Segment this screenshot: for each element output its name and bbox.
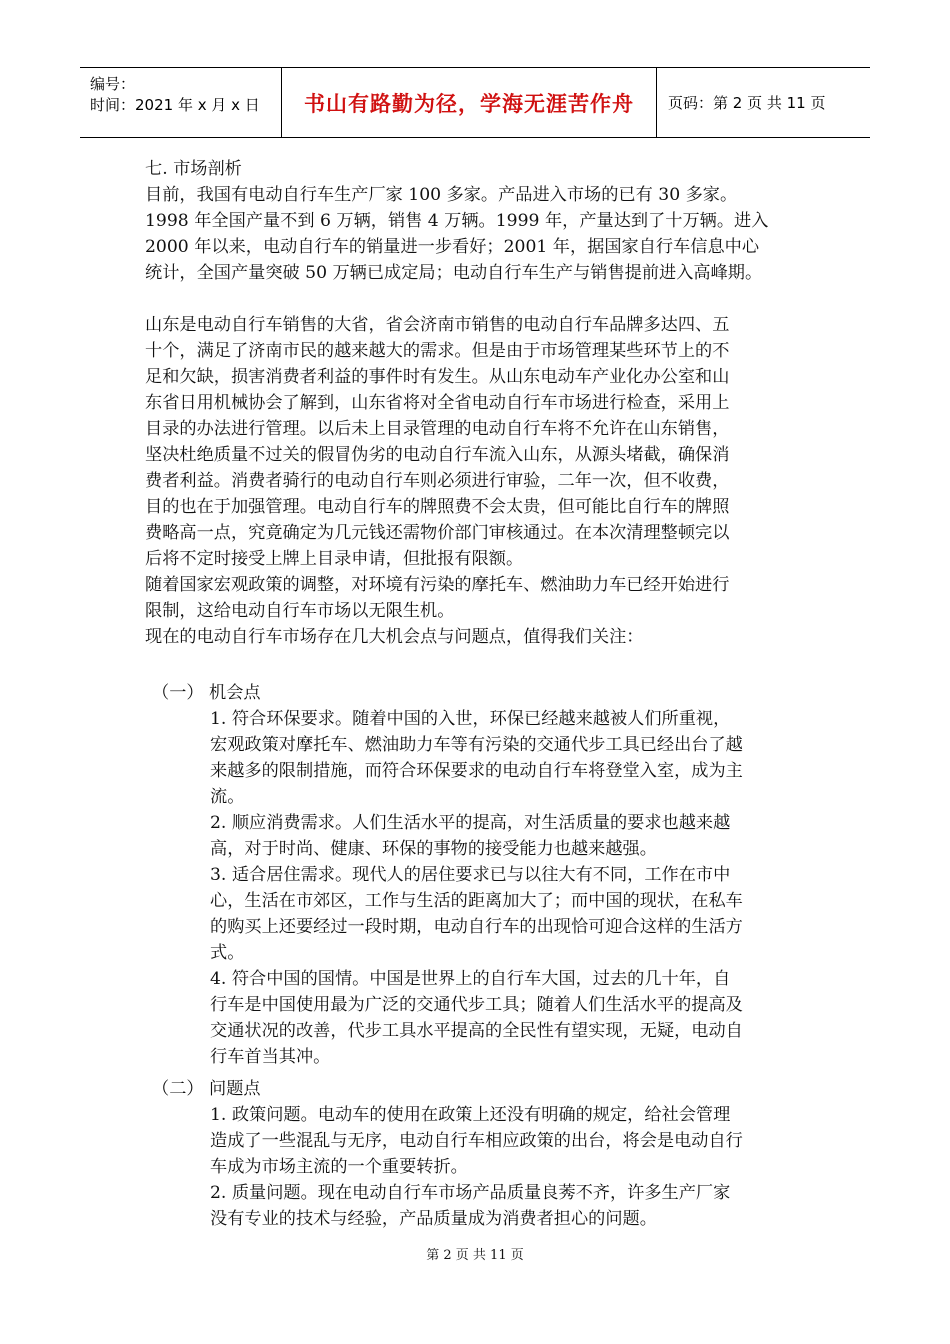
text-line: 交通状况的改善，代步工具水平提高的全民性有望实现，无疑，电动自 (210, 1021, 743, 1041)
text-line: 目前，我国有电动自行车生产厂家 100 多家。产品进入市场的已有 30 多家。 (145, 185, 738, 205)
text-line: 十个，满足了济南市民的越来越大的需求。但是由于市场管理某些环节上的不 (145, 341, 730, 361)
text-line: 费者利益。消费者骑行的电动自行车则必须进行审验，二年一次，但不收费， (145, 471, 730, 491)
text-line: 心，生活在市郊区，工作与生活的距离加大了；而中国的现状，在私车 (210, 891, 743, 911)
text-line: 2. 顺应消费需求。人们生活水平的提高，对生活质量的要求也越来越 (210, 813, 731, 833)
text-line: 造成了一些混乱与无序，电动自行车相应政策的出台，将会是电动自行 (210, 1131, 743, 1151)
document-number-label: 编号： (90, 75, 136, 93)
text-line: 来越多的限制措施，而符合环保要求的电动自行车将登堂入室，成为主 (210, 761, 743, 781)
text-line: 1. 政策问题。电动车的使用在政策上还没有明确的规定，给社会管理 (210, 1105, 731, 1125)
text-line: 宏观政策对摩托车、燃油助力车等有污染的交通代步工具已经出台了越 (210, 735, 743, 755)
text-line: 后将不定时接受上牌上目录申请，但批报有限额。 (145, 549, 524, 569)
text-line: 目的也在于加强管理。电动自行车的牌照费不会太贵，但可能比自行车的牌照 (145, 497, 730, 517)
text-line: 2000 年以来，电动自行车的销量进一步看好；2001 年，据国家自行车信息中心 (145, 237, 760, 257)
text-line: 没有专业的技术与经验，产品质量成为消费者担心的问题。 (210, 1209, 657, 1229)
problems-list (210, 1102, 743, 1232)
text-line: 东省日用机械协会了解到，山东省将对全省电动自行车市场进行检查，采用上 (145, 393, 730, 413)
opportunities-heading: （一） 机会点 (152, 683, 261, 703)
text-line: 统计，全国产量突破 50 万辆已成定局；电动自行车生产与销售提前进入高峰期。 (145, 263, 763, 283)
paragraph-shandong-market (145, 312, 729, 650)
text-line: 限制，这给电动自行车市场以无限生机。 (145, 601, 455, 621)
text-line: 随着国家宏观政策的调整，对环境有污染的摩托车、燃油助力车已经开始进行 (145, 575, 730, 595)
paragraph-market-overview (145, 182, 768, 286)
problems-heading: （二） 问题点 (152, 1079, 261, 1099)
text-line: 2. 质量问题。现在电动自行车市场产品质量良莠不齐，许多生产厂家 (210, 1183, 731, 1203)
text-line: 山东是电动自行车销售的大省，省会济南市销售的电动自行车品牌多达四、五 (145, 315, 730, 335)
text-line: 现在的电动自行车市场存在几大机会点与问题点，值得我们关注： (145, 627, 644, 647)
text-line: 车成为市场主流的一个重要转折。 (210, 1157, 468, 1177)
page-header (80, 67, 870, 138)
header-left-cell (90, 74, 260, 116)
text-line: 流。 (210, 787, 245, 807)
text-line: 的购买上还要经过一段时期，电动自行车的出现恰可迎合这样的生活方 (210, 917, 743, 937)
text-line: 1. 符合环保要求。随着中国的入世，环保已经越来越被人们所重视， (210, 709, 731, 729)
text-line: 足和欠缺，损害消费者利益的事件时有发生。从山东电动车产业化办公室和山 (145, 367, 730, 387)
text-line: 高，对于时尚、健康、环保的事物的接受能力也越来越强。 (210, 839, 657, 859)
text-line: 3. 适合居住需求。现代人的居住要求已与以往大有不同，工作在市中 (210, 865, 731, 885)
text-line: 坚决杜绝质量不过关的假冒伪劣的电动自行车流入山东，从源头堵截，确保消 (145, 445, 730, 465)
header-page-info: 页码：第 2 页 共 11 页 (668, 94, 826, 112)
header-motto: 书山有路勤为径，学海无涯苦作舟 (304, 91, 634, 116)
opportunities-list (210, 706, 743, 1070)
text-line: 式。 (210, 943, 245, 963)
text-line: 费略高一点，究竟确定为几元钱还需物价部门审核通过。在本次清理整顿完以 (145, 523, 730, 543)
text-line: 行车首当其冲。 (210, 1047, 331, 1067)
section-title: 七. 市场剖析 (145, 159, 242, 179)
document-date-label: 时间：2021 年 x 月 x 日 (90, 96, 260, 114)
text-line: 目录的办法进行管理。以后未上目录管理的电动自行车将不允许在山东销售， (145, 419, 730, 439)
text-line: 行车是中国使用最为广泛的交通代步工具；随着人们生活水平的提高及 (210, 995, 743, 1015)
page-footer: 第 2 页 共 11 页 (426, 1248, 524, 1263)
text-line: 1998 年全国产量不到 6 万辆，销售 4 万辆。1999 年，产量达到了十万辆。进入 (145, 211, 769, 231)
text-line: 4. 符合中国的国情。中国是世界上的自行车大国，过去的几十年，自 (210, 969, 731, 989)
